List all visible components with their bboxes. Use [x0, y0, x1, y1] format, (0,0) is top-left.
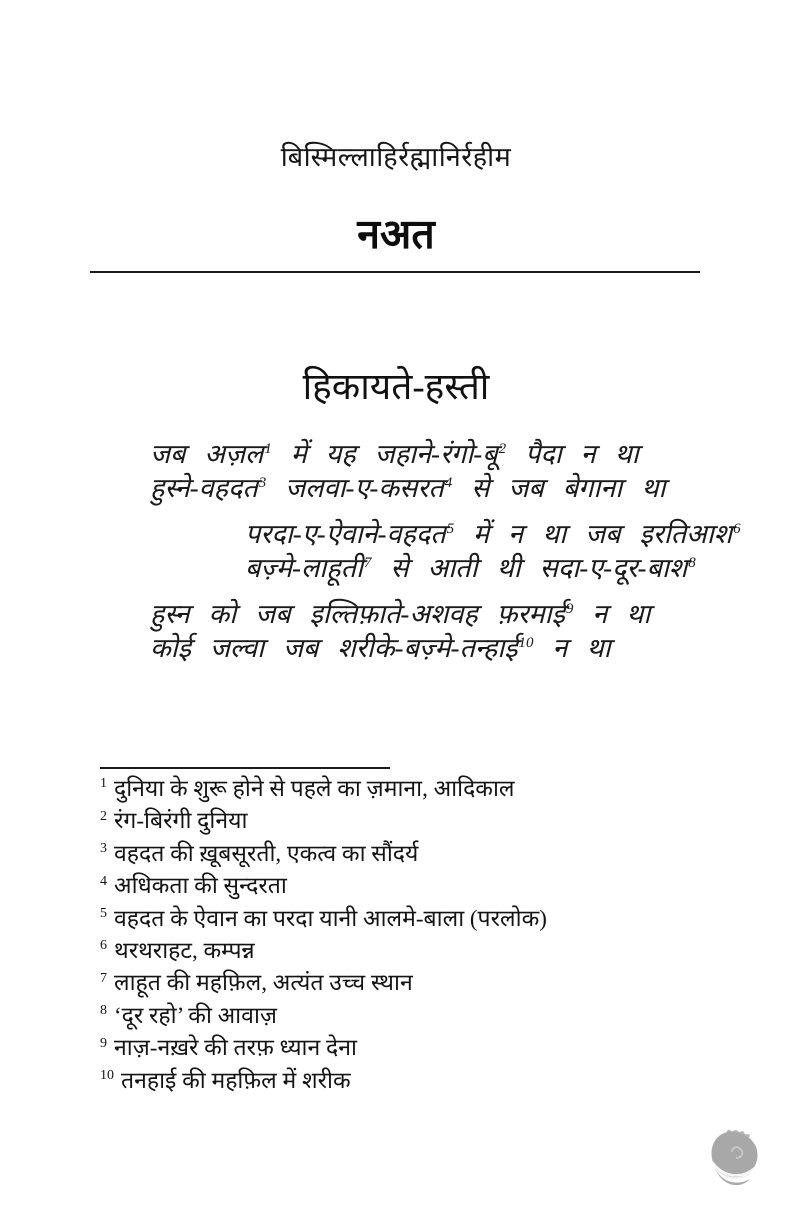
footnote-number: 5 — [100, 905, 107, 921]
footnote-text: वहदत की ख़ूबसूरती, एकत्व का सौंदर्य — [114, 840, 419, 866]
footnote-text: दुनिया के शुरू होने से पहले का ज़माना, आदिकाल — [114, 776, 515, 801]
footnote-1 — [100, 773, 700, 805]
footnote-5 — [100, 903, 700, 935]
footnote-list — [100, 773, 700, 1097]
couplet-1 — [150, 438, 665, 505]
verse-line: परदा-ए-ऐवाने-वहदत$^5$ में न था जब इरतिआश$^6$ — [245, 519, 741, 549]
footnote-marker: 5 — [446, 521, 455, 537]
footnote-marker: 3 — [258, 474, 267, 491]
couplet-3 — [150, 598, 650, 665]
bismillah-invocation: बिस्मिल्लाहिर्रह्मानिर्रहीम — [280, 142, 512, 172]
footnote-number: 7 — [100, 970, 107, 986]
couplet-2 — [245, 518, 741, 585]
footnote-7 — [100, 967, 700, 999]
footnote-2 — [100, 805, 700, 837]
footnote-number: 4 — [100, 873, 107, 889]
footnote-4 — [100, 870, 700, 902]
footnote-text: थरथराहट, कम्पन्न — [114, 938, 255, 964]
footnote-marker: 8 — [688, 554, 696, 571]
footnote-marker: 9 — [565, 601, 574, 617]
footnote-marker: 6 — [733, 521, 741, 537]
footnote-separator-rule — [100, 767, 390, 769]
footnote-marker: 4 — [444, 474, 453, 491]
footnote-number: 1 — [100, 776, 107, 792]
footnote-number: 8 — [100, 1003, 107, 1019]
footnote-number: 9 — [100, 1035, 107, 1051]
poem-title: हिकायते-हस्ती — [302, 367, 490, 408]
footnote-marker: 10 — [518, 634, 534, 651]
verse-line: हुस्ने-वहदत$^3$ जलवा-ए-कसरत$^4$ से जब बेगाना था — [150, 472, 666, 503]
chapter-title: नअत — [357, 211, 435, 257]
verse-line: बज़्मे-लाहूती$^7$ से आती थी सदा-ए-दूर-बाश$^8$ — [245, 552, 696, 583]
footnote-text: वहदत के ऐवान का परदा यानी आलमे-बाला (परलोक) — [114, 905, 547, 931]
footnote-text: लाहूत की महफ़िल, अत्यंत उच्च स्थान — [114, 970, 413, 996]
footnote-marker: 7 — [364, 554, 372, 571]
footnote-text: नाज़-नख़रे की तरफ़ ध्यान देना — [114, 1035, 357, 1061]
footnote-text: अधिकता की सुन्दरता — [114, 873, 287, 899]
footnote-6 — [100, 935, 700, 967]
footnote-number: 3 — [100, 841, 107, 857]
footnote-number: 6 — [100, 938, 107, 954]
footnote-text: रंग-बिरंगी दुनिया — [114, 808, 248, 834]
footnote-9 — [100, 1032, 700, 1064]
verse-line: कोई जल्वा जब शरीके-बज़्मे-तन्हाई$^{10}$ न था — [150, 632, 611, 663]
publisher-swirl-watermark-icon — [705, 1127, 763, 1189]
footnote-8 — [100, 1000, 700, 1032]
footnote-text: तनहाई की महफ़िल में शरीक — [121, 1067, 351, 1093]
footnote-10 — [100, 1065, 700, 1097]
footnote-marker: 2 — [498, 441, 507, 457]
footnote-number: 2 — [100, 808, 107, 824]
footnote-marker: 1 — [264, 441, 272, 457]
footnote-3 — [100, 838, 700, 870]
verse-line: हुस्न को जब इल्तिफ़ाते-अशवह फ़रमाई$^9$ न था — [150, 599, 651, 629]
footnote-text: ‘दूर रहो’ की आवाज़ — [114, 1002, 277, 1028]
verse-line: जब अज़ल$^1$ में यह जहाने-रंगो-बू$^2$ पैदा न था — [150, 439, 639, 469]
footnote-number: 10 — [100, 1068, 114, 1083]
